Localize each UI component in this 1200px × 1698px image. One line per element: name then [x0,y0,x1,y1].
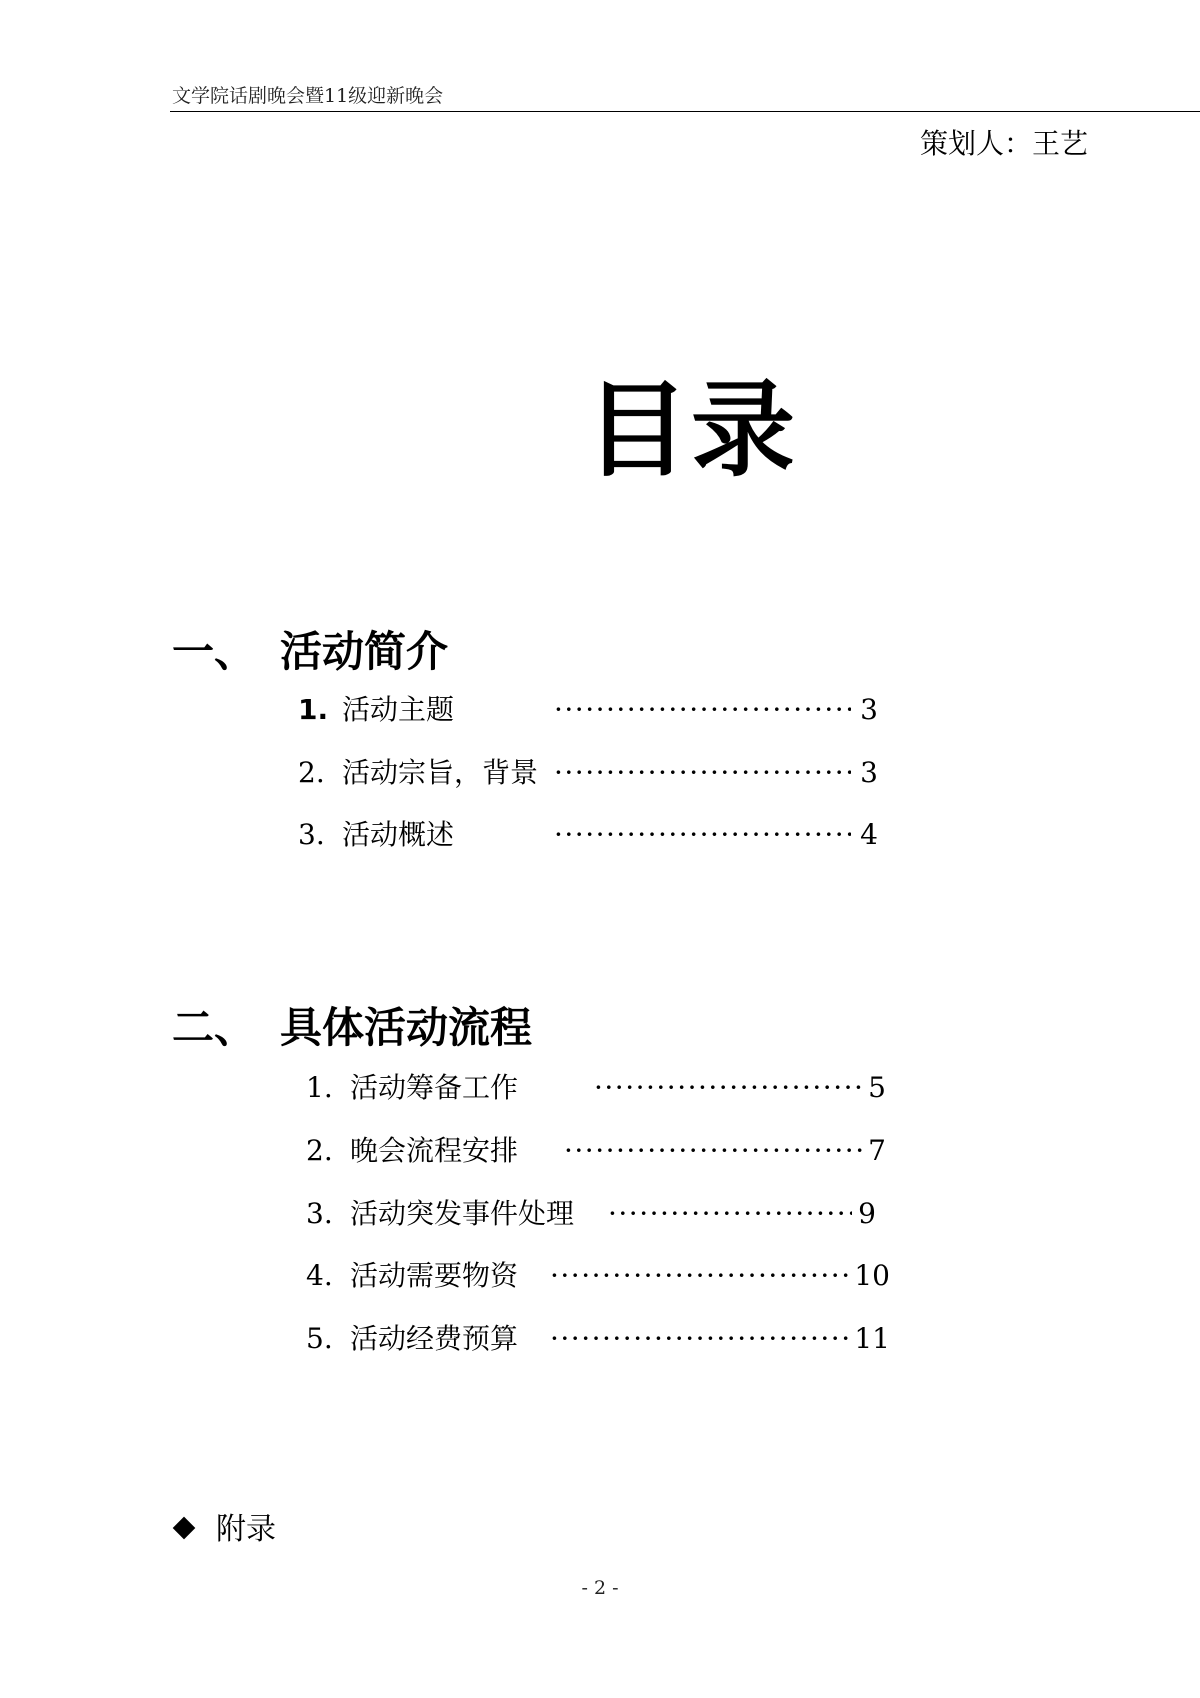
dot-leader [554,753,851,793]
dot-leader [594,1068,862,1108]
toc-entry[interactable] [306,1068,886,1108]
diamond-bullet-icon [173,1517,196,1540]
entry-number: 1. [298,693,329,726]
entry-number: 2. [298,756,325,789]
toc-entry[interactable] [298,690,878,730]
toc-entry[interactable] [306,1319,890,1359]
entry-number: 3. [306,1197,333,1230]
section-number: 二、 [172,1003,257,1052]
entry-page-number: 4 [860,818,878,851]
dot-leader [550,1319,850,1359]
entry-text: 活动经费预算 [350,1322,519,1355]
entry-page-number: 5 [868,1071,886,1104]
appendix-label: 附录 [216,1512,276,1547]
entry-page-number: 7 [868,1134,886,1167]
entry-text: 活动筹备工作 [350,1071,519,1104]
toc-entry[interactable] [298,815,878,855]
entry-page-number: 11 [854,1322,890,1355]
toc-title: 目录 [585,369,798,491]
dot-leader [564,1131,862,1171]
entry-text: 活动宗旨，背景 [342,756,539,789]
toc-entry[interactable] [298,753,878,793]
toc-entry[interactable] [306,1194,886,1234]
section-label: 具体活动流程 [280,1003,533,1052]
dot-leader [608,1194,852,1234]
header-rule [170,111,1200,112]
entry-text: 晚会流程安排 [350,1134,519,1167]
entry-number: 2. [306,1134,333,1167]
entry-number: 5. [306,1322,333,1355]
entry-page-number: 3 [860,756,878,789]
dot-leader [554,690,851,730]
entry-number: 3. [298,818,325,851]
entry-text: 活动主题 [342,693,455,726]
dot-leader [550,1256,850,1296]
planner-name: 策划人：王艺 [920,127,1089,160]
section-label: 活动简介 [280,627,449,676]
toc-entry[interactable] [306,1256,890,1296]
running-header-title: 文学院话剧晚会暨11级迎新晚会 [172,85,444,107]
entry-text: 活动概述 [342,818,455,851]
entry-number: 4. [306,1259,333,1292]
entry-number: 1. [306,1071,333,1104]
entry-text: 活动突发事件处理 [350,1197,575,1230]
toc-entry[interactable] [306,1131,886,1171]
entry-page-number: 3 [860,693,878,726]
dot-leader [554,815,851,855]
section-number: 一、 [172,627,257,676]
footer-page-number: - 2 - [581,1577,619,1599]
entry-page-number: 9 [858,1197,876,1230]
entry-text: 活动需要物资 [350,1259,519,1292]
entry-page-number: 10 [854,1259,890,1292]
